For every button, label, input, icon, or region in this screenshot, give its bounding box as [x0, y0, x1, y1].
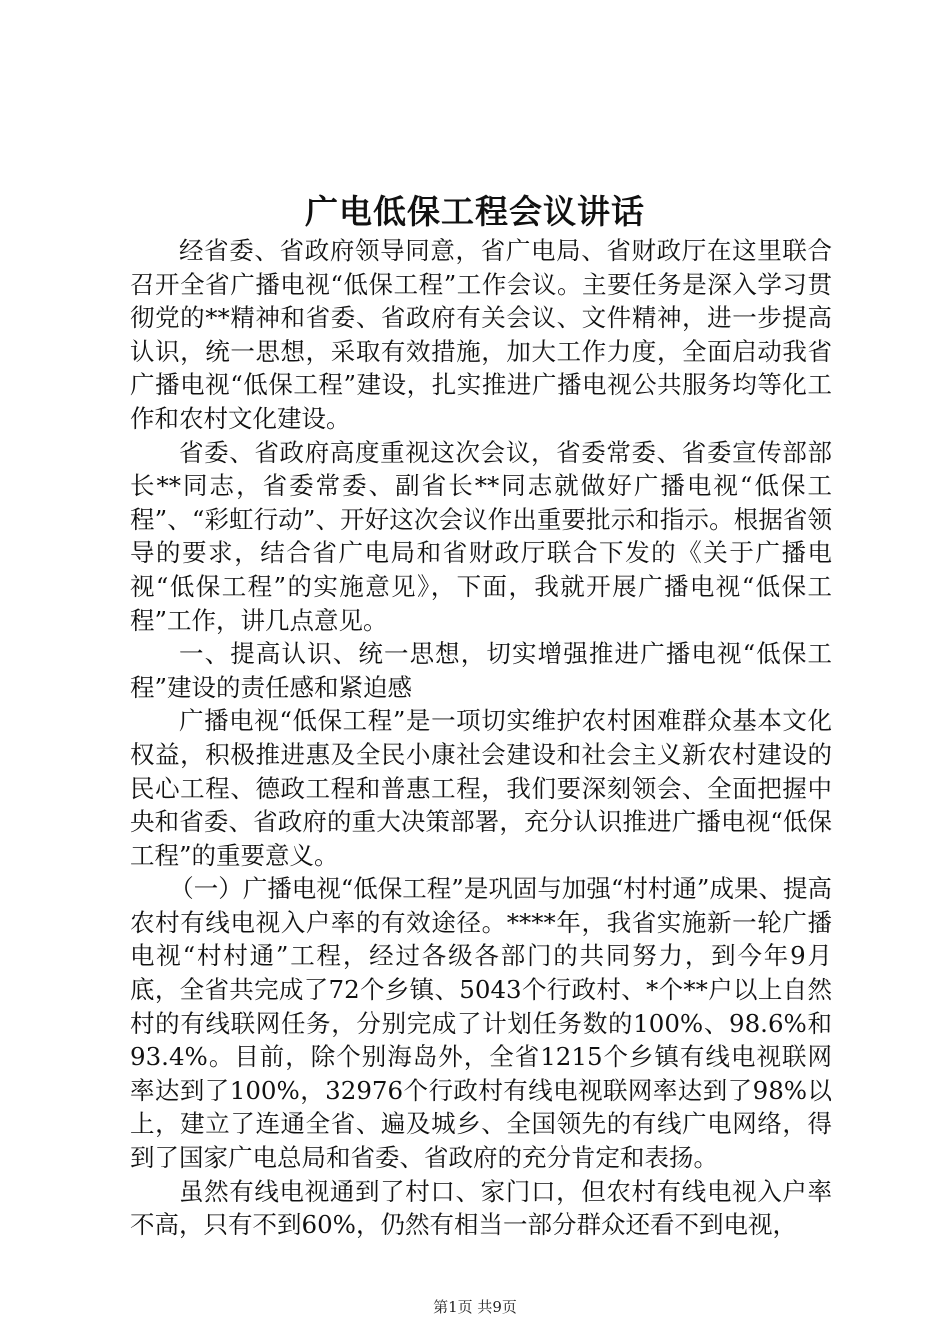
paragraph: 省委、省政府高度重视这次会议，省委常委、省委宣传部部长**同志，省委常委、副省长**同志就做好广播电视“低保工程”、“彩虹行动”、开好这次会议作出重要批示和指示。根据省领导的要求，结合省广电局和省财政厅联合下发的《关于广播电视“低保工程”的实施意见》，下面，我就开展广播电视“低保工程”工作，讲几点意见。 — [130, 437, 832, 635]
paragraph: 广播电视“低保工程”是一项切实维护农村困难群众基本文化权益，积极推进惠及全民小康社会建设和社会主义新农村建设的民心工程、德政工程和普惠工程，我们要深刻领会、全面把握中央和省委、省政府的重大决策部署，充分认识推进广播电视“低保工程”的重要意义。 — [130, 706, 832, 870]
paragraph: 虽然有线电视通到了村口、家门口，但农村有线电视入户率不高，只有不到60%，仍然有相当一部分群众还看不到电视， — [130, 1176, 832, 1240]
document-title: 广电低保工程会议讲话 — [305, 192, 645, 231]
page-number: 第1页 共9页 — [433, 1298, 517, 1316]
document-body — [130, 234, 832, 1242]
paragraph: （一）广播电视“低保工程”是巩固与加强“村村通”成果、提高农村有线电视入户率的有效途径。****年，我省实施新一轮广播电视“村村通”工程，经过各级各部门的共同努力，到今年9月底，全省共完成了72个乡镇、5043个行政村、*个**户以上自然村的有线联网任务，分别完成了计划任务数的100%、98.6%和93.4%。目前，除个别海岛外，全省1215个乡镇有线电视联网率达到了100%，32976个行政村有线电视联网率达到了98%以上，建立了连通全省、遍及城乡、全国领先的有线广电网络，得到了国家广电总局和省委、省政府的充分肯定和表扬。 — [130, 874, 832, 1173]
paragraph: 经省委、省政府领导同意，省广电局、省财政厅在这里联合召开全省广播电视“低保工程”工作会议。主要任务是深入学习贯彻党的**精神和省委、省政府有关会议、文件精神，进一步提高认识，统一思想，采取有效措施，加大工作力度，全面启动我省广播电视“低保工程”建设，扎实推进广播电视公共服务均等化工作和农村文化建设。 — [130, 236, 832, 433]
section-heading: 一、提高认识、统一思想，切实增强推进广播电视“低保工程”建设的责任感和紧迫感 — [130, 639, 832, 702]
